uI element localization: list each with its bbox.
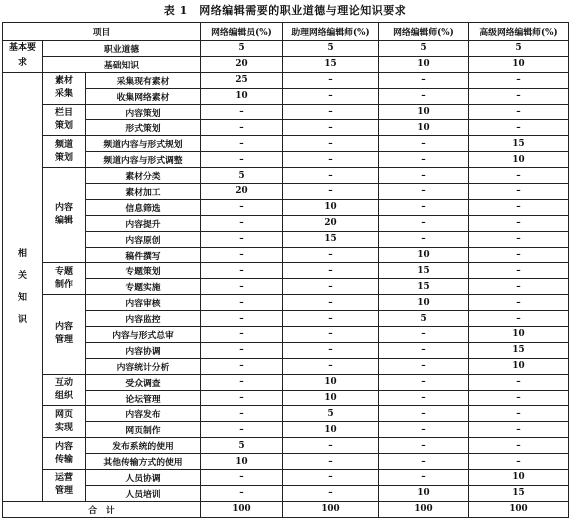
row-item-name: 内容统计分析 (86, 358, 201, 374)
value-cell: 10 (379, 295, 469, 311)
row-item-name: 内容策划 (86, 104, 201, 120)
table-row (3, 247, 569, 263)
value-cell: 5 (379, 41, 469, 57)
value-cell: 5 (379, 311, 469, 327)
value-cell: 10 (201, 454, 283, 470)
table-caption: 表 1 网络编辑需要的职业道德与理论知识要求 (163, 4, 407, 17)
value-cell: 20 (201, 184, 283, 200)
table-row (3, 56, 569, 72)
value-cell: – (283, 295, 379, 311)
table-row (3, 295, 569, 311)
row-item-name: 素材加工 (86, 184, 201, 200)
value-cell: 10 (469, 152, 569, 168)
row-item-name: 形式策划 (86, 120, 201, 136)
value-cell: – (201, 390, 283, 406)
value-cell: – (201, 263, 283, 279)
value-cell: – (283, 311, 379, 327)
table-row (3, 120, 569, 136)
row-item-name: 人员协调 (86, 470, 201, 486)
row-item-name: 素材分类 (86, 168, 201, 184)
table-row (3, 422, 569, 438)
value-cell: – (201, 342, 283, 358)
row-item-name: 频道内容与形式规划 (86, 136, 201, 152)
value-cell: – (201, 231, 283, 247)
value-cell: – (283, 279, 379, 295)
value-cell: – (201, 358, 283, 374)
value-cell: 20 (201, 56, 283, 72)
header-item: 项目 (3, 23, 201, 41)
value-cell: – (283, 247, 379, 263)
value-cell: – (201, 247, 283, 263)
category-label: 栏目策划 (43, 104, 86, 136)
value-cell: – (379, 88, 469, 104)
value-cell: 15 (283, 231, 379, 247)
total-label: 合 计 (3, 501, 201, 517)
value-cell: – (379, 390, 469, 406)
table-row (3, 327, 569, 343)
value-cell: 5 (201, 168, 283, 184)
value-cell: – (469, 311, 569, 327)
value-cell: – (469, 374, 569, 390)
value-cell: – (283, 470, 379, 486)
value-cell: 15 (379, 263, 469, 279)
value-cell: – (379, 152, 469, 168)
value-cell: – (283, 358, 379, 374)
table-body (3, 41, 569, 518)
row-item-name: 专题实施 (86, 279, 201, 295)
header-level-2: 助理网络编辑师(%) (283, 23, 379, 41)
value-cell: – (379, 184, 469, 200)
value-cell: 5 (283, 406, 379, 422)
row-item-name: 专题策划 (86, 263, 201, 279)
table-row (3, 390, 569, 406)
value-cell: – (379, 215, 469, 231)
value-cell: 10 (283, 199, 379, 215)
value-cell: – (469, 279, 569, 295)
table-row (3, 279, 569, 295)
row-item-name: 收集网络素材 (86, 88, 201, 104)
value-cell: – (201, 311, 283, 327)
value-cell: – (469, 422, 569, 438)
value-cell: 15 (469, 342, 569, 358)
row-item-name: 稿件撰写 (86, 247, 201, 263)
table-row (3, 485, 569, 501)
row-item-name: 发布系统的使用 (86, 438, 201, 454)
table-row (3, 41, 569, 57)
table-row (3, 184, 569, 200)
table-row (3, 454, 569, 470)
value-cell: 10 (283, 422, 379, 438)
row-item-name: 网页制作 (86, 422, 201, 438)
value-cell: 10 (379, 120, 469, 136)
value-cell: – (283, 263, 379, 279)
value-cell: 10 (379, 56, 469, 72)
value-cell: 10 (469, 327, 569, 343)
row-item-name: 基础知识 (43, 56, 201, 72)
table-row (3, 152, 569, 168)
header-level-3: 网络编辑师(%) (379, 23, 469, 41)
value-cell: – (201, 215, 283, 231)
value-cell: – (469, 104, 569, 120)
table-row (3, 470, 569, 486)
row-item-name: 内容与形式总审 (86, 327, 201, 343)
value-cell: 10 (469, 470, 569, 486)
value-cell: – (379, 422, 469, 438)
value-cell: – (283, 88, 379, 104)
value-cell: – (201, 374, 283, 390)
related-knowledge-label: 相关知识 (3, 72, 43, 501)
value-cell: 5 (469, 41, 569, 57)
value-cell: – (283, 120, 379, 136)
table-row (3, 406, 569, 422)
table-row (3, 231, 569, 247)
row-item-name: 受众调查 (86, 374, 201, 390)
value-cell: – (469, 215, 569, 231)
value-cell: – (201, 152, 283, 168)
value-cell: 15 (469, 485, 569, 501)
value-cell: – (379, 358, 469, 374)
value-cell: – (283, 438, 379, 454)
category-label: 内容编辑 (43, 168, 86, 263)
table-row (3, 311, 569, 327)
value-cell: – (201, 295, 283, 311)
knowledge-requirements-table (2, 22, 569, 518)
value-cell: – (283, 327, 379, 343)
value-cell: – (469, 199, 569, 215)
total-value: 100 (469, 501, 569, 517)
row-item-name: 内容原创 (86, 231, 201, 247)
value-cell: 10 (469, 358, 569, 374)
value-cell: – (283, 485, 379, 501)
value-cell: 15 (283, 56, 379, 72)
total-row (3, 501, 569, 517)
value-cell: – (379, 374, 469, 390)
value-cell: – (379, 199, 469, 215)
category-label: 素材采集 (43, 72, 86, 104)
value-cell: – (283, 342, 379, 358)
value-cell: – (469, 120, 569, 136)
value-cell: – (469, 184, 569, 200)
value-cell: – (201, 120, 283, 136)
value-cell: – (283, 184, 379, 200)
row-item-name: 内容审核 (86, 295, 201, 311)
value-cell: 25 (201, 72, 283, 88)
value-cell: – (379, 168, 469, 184)
value-cell: – (283, 104, 379, 120)
total-value: 100 (201, 501, 283, 517)
row-item-name: 频道内容与形式调整 (86, 152, 201, 168)
category-label: 内容管理 (43, 295, 86, 374)
value-cell: 20 (283, 215, 379, 231)
row-item-name: 内容发布 (86, 406, 201, 422)
value-cell: 15 (469, 136, 569, 152)
row-item-name: 人员培训 (86, 485, 201, 501)
value-cell: – (201, 104, 283, 120)
row-item-name: 职业道德 (43, 41, 201, 57)
value-cell: – (379, 136, 469, 152)
category-label: 互动组织 (43, 374, 86, 406)
value-cell: – (379, 438, 469, 454)
table-row (3, 358, 569, 374)
table-row (3, 88, 569, 104)
table-row (3, 72, 569, 88)
value-cell: 15 (379, 279, 469, 295)
value-cell: – (469, 72, 569, 88)
category-label: 专题制作 (43, 263, 86, 295)
table-row (3, 342, 569, 358)
value-cell: – (469, 247, 569, 263)
value-cell: – (379, 454, 469, 470)
value-cell: 10 (379, 104, 469, 120)
value-cell: – (201, 485, 283, 501)
value-cell: – (469, 263, 569, 279)
total-value: 100 (379, 501, 469, 517)
value-cell: – (379, 470, 469, 486)
value-cell: – (283, 454, 379, 470)
row-item-name: 采集现有素材 (86, 72, 201, 88)
value-cell: 10 (283, 390, 379, 406)
value-cell: – (379, 231, 469, 247)
value-cell: – (469, 231, 569, 247)
table-row (3, 263, 569, 279)
value-cell: – (283, 168, 379, 184)
header-level-1: 网络编辑员(%) (201, 23, 283, 41)
value-cell: – (283, 72, 379, 88)
row-item-name: 内容协调 (86, 342, 201, 358)
value-cell: – (379, 72, 469, 88)
row-item-name: 其他传输方式的使用 (86, 454, 201, 470)
value-cell: 10 (469, 56, 569, 72)
table-row (3, 215, 569, 231)
category-label: 内容传输 (43, 438, 86, 470)
table-row (3, 374, 569, 390)
table-row (3, 438, 569, 454)
value-cell: – (379, 342, 469, 358)
category-label: 网页实现 (43, 406, 86, 438)
header-row (3, 23, 569, 41)
table-row (3, 168, 569, 184)
row-item-name: 内容监控 (86, 311, 201, 327)
value-cell: – (201, 422, 283, 438)
value-cell: 5 (201, 41, 283, 57)
value-cell: – (469, 390, 569, 406)
value-cell: – (469, 168, 569, 184)
value-cell: – (469, 454, 569, 470)
total-value: 100 (283, 501, 379, 517)
value-cell: – (379, 406, 469, 422)
header-level-4: 高级网络编辑师(%) (469, 23, 569, 41)
value-cell: – (201, 406, 283, 422)
value-cell: – (283, 152, 379, 168)
value-cell: – (469, 438, 569, 454)
value-cell: 10 (283, 374, 379, 390)
category-label: 频道策划 (43, 136, 86, 168)
value-cell: 10 (379, 485, 469, 501)
value-cell: – (201, 199, 283, 215)
row-item-name: 信息筛选 (86, 199, 201, 215)
table-row (3, 136, 569, 152)
value-cell: 5 (283, 41, 379, 57)
basic-requirements-label: 基本要求 (3, 41, 43, 73)
value-cell: – (379, 327, 469, 343)
category-label: 运营管理 (43, 470, 86, 502)
value-cell: 10 (201, 88, 283, 104)
value-cell: – (469, 88, 569, 104)
row-item-name: 论坛管理 (86, 390, 201, 406)
value-cell: – (469, 406, 569, 422)
value-cell: – (469, 295, 569, 311)
table-row (3, 104, 569, 120)
value-cell: – (201, 470, 283, 486)
value-cell: – (201, 327, 283, 343)
value-cell: 10 (379, 247, 469, 263)
value-cell: 5 (201, 438, 283, 454)
value-cell: – (201, 279, 283, 295)
value-cell: – (201, 136, 283, 152)
table-row (3, 199, 569, 215)
row-item-name: 内容提升 (86, 215, 201, 231)
value-cell: – (283, 136, 379, 152)
